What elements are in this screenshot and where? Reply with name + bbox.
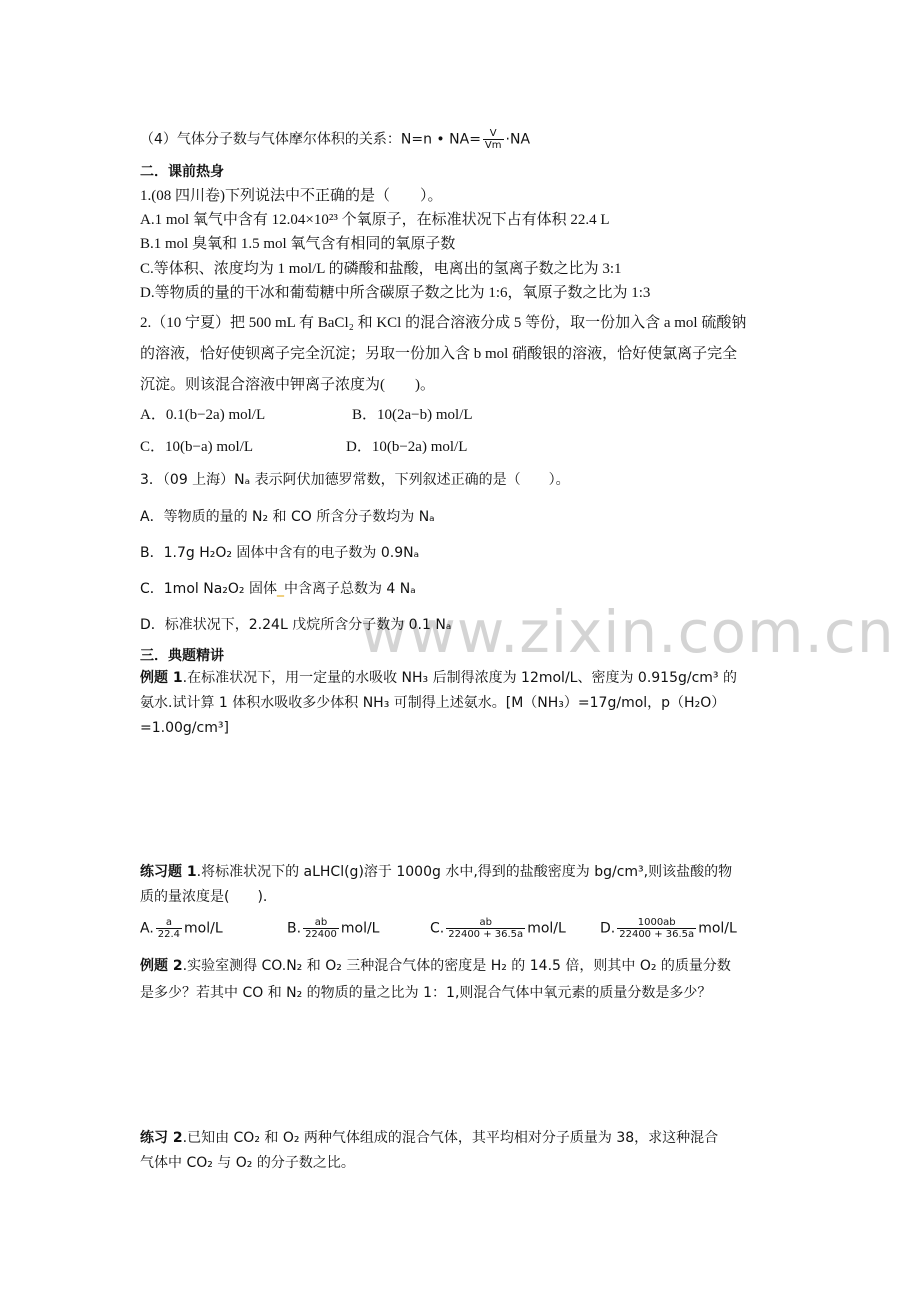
- fraction-numerator: ab: [303, 917, 339, 929]
- fraction-numerator: V: [483, 128, 504, 140]
- practice-1-option-c: [430, 917, 566, 940]
- q2-option-b: B．10(2a−b) mol/L: [352, 407, 473, 423]
- practice-1-line-1: [140, 862, 732, 882]
- q3-option-a: A．等物质的量的 N₂ 和 CO 所含分子数均为 Nₐ: [140, 509, 435, 525]
- q2-line-2: 的溶液，恰好使钡离子完全沉淀；另取一份加入含 b mol 硝酸银的溶液，恰好使氯离子完全: [140, 346, 738, 362]
- option-letter: B.: [287, 920, 302, 937]
- practice-2-label: 练习 2: [140, 1130, 183, 1146]
- watermark: www.zixin.com.cn: [360, 598, 895, 666]
- q2-option-d: D．10(b−2a) mol/L: [346, 439, 468, 455]
- option-unit: mol/L: [527, 920, 566, 937]
- q3-c-suffix: 中含离子总数为 4 Nₐ: [283, 581, 416, 597]
- q3-stem: 3．（09 上海）Nₐ 表示阿伏加德罗常数，下列叙述正确的是（ ）。: [140, 472, 570, 488]
- option-fraction: [303, 917, 339, 940]
- practice-1-label: 练习题 1: [140, 864, 197, 880]
- section-2-title: 二．课前热身: [140, 164, 224, 180]
- example-1-text: .在标准状况下，用一定量的水吸收 NH₃ 后制得浓度为 12mol/L、密度为 0.915g/cm³ 的: [182, 670, 737, 686]
- q1-option-a: A.1 mol 氧气中含有 12.04×10²³ 个氧原子，在标准状况下占有体积 22.4 L: [140, 212, 610, 228]
- q3-c-prefix: C．1mol Na₂O₂ 固体: [140, 581, 277, 597]
- fraction-denominator: Vm: [484, 140, 502, 151]
- option-fraction: [446, 917, 525, 940]
- formula-fraction: [483, 128, 504, 151]
- example-1-line-3: =1.00g/cm³]: [140, 720, 229, 736]
- option-unit: mol/L: [698, 920, 737, 937]
- example-2-line-2: 是多少？若其中 CO 和 N₂ 的物质的量之比为 1：1,则混合气体中氧元素的质量分数是多少？: [140, 985, 712, 1001]
- q2-option-c: C．10(b−a) mol/L: [140, 439, 254, 455]
- example-1-line-1: [140, 668, 737, 688]
- fraction-denominator: 22400 + 36.5a: [619, 929, 695, 940]
- option-letter: C.: [430, 920, 445, 937]
- q3-option-b: B．1.7g H₂O₂ 固体中含有的电子数为 0.9Nₐ: [140, 545, 420, 561]
- fraction-denominator: 22400 + 36.5a: [448, 929, 524, 940]
- example-2-label: 例题 2: [140, 958, 183, 974]
- practice-1-option-a: [140, 917, 223, 940]
- q2-line-1: 2.（10 宁夏）把 500 mL 有 BaCl₂ 和 KCl 的混合溶液分成 5 等份，取一份加入含 a mol 硫酸钠: [140, 315, 747, 331]
- practice-1-text: .将标准状况下的 aLHCl(g)溶于 1000g 水中,得到的盐酸密度为 bg/cm³,则该盐酸的物: [196, 864, 733, 880]
- formula-suffix: ·NA: [505, 131, 531, 148]
- formula-prefix: （4）气体分子数与气体摩尔体积的关系：N=n • NA=: [140, 131, 481, 148]
- fraction-denominator: 22.4: [157, 929, 181, 940]
- q1-stem: 1.(08 四川卷)下列说法中不正确的是（ ）。: [140, 188, 443, 204]
- fraction-numerator: a: [156, 917, 182, 929]
- q2-option-a: A．0.1(b−2a) mol/L: [140, 407, 266, 423]
- option-letter: A.: [140, 920, 154, 937]
- practice-2-text: .已知由 CO₂ 和 O₂ 两种气体组成的混合气体，其平均相对分子质量为 38，求这种混合: [182, 1130, 719, 1146]
- example-1-label: 例题 1: [140, 670, 183, 686]
- example-1-line-2: 氨水.试计算 1 体积水吸收多少体积 NH₃ 可制得上述氨水。[M（NH₃）=17g/mol，p（H₂O）: [140, 695, 726, 711]
- q3-c-mark: _: [276, 581, 284, 597]
- fraction-numerator: 1000ab: [617, 917, 696, 929]
- option-letter: D.: [600, 920, 616, 937]
- fraction-numerator: ab: [446, 917, 525, 929]
- q3-option-c: [140, 579, 416, 599]
- option-unit: mol/L: [184, 920, 223, 937]
- q1-option-c: C.等体积、浓度均为 1 mol/L 的磷酸和盐酸，电离出的氢离子数之比为 3:1: [140, 261, 622, 277]
- practice-2-line-1: [140, 1128, 718, 1148]
- option-fraction: [617, 917, 696, 940]
- section-3-title: 三．典题精讲: [140, 648, 224, 664]
- q1-option-d: D.等物质的量的干冰和葡萄糖中所含碳原子数之比为 1:6，氧原子数之比为 1:3: [140, 285, 651, 301]
- option-unit: mol/L: [340, 920, 380, 937]
- q3-option-d: D．标准状况下，2.24L 戊烷所含分子数为 0.1 Nₐ: [140, 617, 452, 633]
- formula-line-4: [140, 128, 530, 151]
- practice-2-line-2: 气体中 CO₂ 与 O₂ 的分子数之比。: [140, 1155, 355, 1171]
- option-fraction: [156, 917, 182, 940]
- practice-1-option-d: [600, 917, 737, 940]
- fraction-denominator: 22400: [305, 929, 337, 940]
- q2-line-3: 沉淀。则该混合溶液中钾离子浓度为( )。: [140, 377, 435, 393]
- practice-1-line-2: 质的量浓度是( ).: [140, 889, 268, 905]
- practice-1-option-b: [287, 917, 379, 940]
- q1-option-b: B.1 mol 臭氧和 1.5 mol 氧气含有相同的氧原子数: [140, 236, 456, 252]
- example-2-line-1: [140, 956, 731, 976]
- example-2-text: .实验室测得 CO.N₂ 和 O₂ 三种混合气体的密度是 H₂ 的 14.5 倍，则其中 O₂ 的质量分数: [182, 958, 731, 974]
